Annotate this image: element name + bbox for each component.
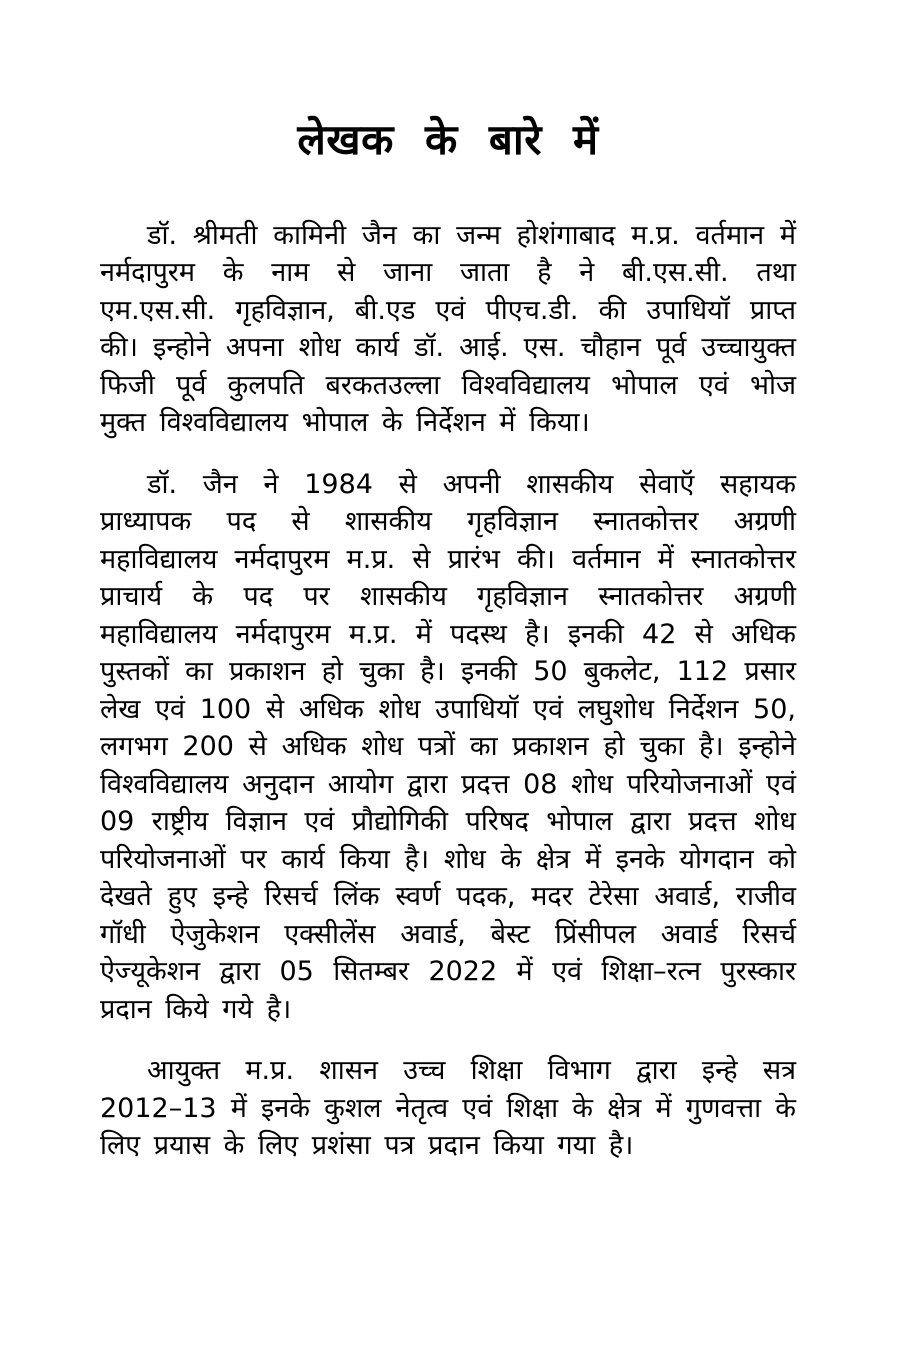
paragraph-career-achievements: डॉ. जैन ने 1984 से अपनी शासकीय सेवाऍ सहायक प्राध्यापक पद से शासकीय गृहविज्ञान स्नातकोत्तर अग्रणी महाविद्यालय नर्मदापुरम म.प्र. से प्रारंभ की। वर्तमान में स्नातकोत्तर प्राचार्य के पद पर शासकीय गृहविज्ञान स्नातकोत्तर अग्रणी महाविद्यालय नर्मदापुरम म.प्र. में पदस्थ है। इनकी 42 से अधिक पुस्तकों का प्रकाशन हो चुका है। इनकी 50 बुकलेट, 112 प्रसार लेख एवं 100 से अधिक शोध उपाधियॉ एवं लघुशोध निर्देशन 50, लगभग 200 से अधिक शोध पत्रों का प्रकाशन हो चुका है। इन्होने विश्वविद्यालय अनुदान आयोग द्वारा प्रदत्त 08 शोध परियोजनाओं एवं 09 राष्ट्रीय विज्ञान एवं प्रौद्योगिकी परिषद भोपाल द्वारा प्रदत्त शोध परियोजनाओं पर कार्य किया है। शोध के क्षेत्र में इनके योगदान को देखते हुए इन्हे रिसर्च लिंक स्वर्ण पदक, मदर टेरेसा अवार्ड, राजीव गॉधी ऐजुकेशन एक्सीलेंस अवार्ड, बेस्ट प्रिंसीपल अवार्ड रिसर्च ऐज्यूकेशन द्वारा 05 सितम्बर 2022 में एवं शिक्षा–रत्न पुरस्कार प्रदान किये गये है। [100,468,796,1025]
document-body [100,217,796,1165]
paragraph-commendation: आयुक्त म.प्र. शासन उच्च शिक्षा विभाग द्वारा इन्हे सत्र 2012–13 में इनके कुशल नेतृत्व एवं शिक्षा के क्षेत्र में गुणवत्ता के लिए प्रयास के लिए प्रशंसा पत्र प्रदान किया गया है। [100,1055,796,1162]
page-title: लेखक के बारे में [297,115,599,164]
paragraph-author-intro: डॉ. श्रीमती कामिनी जैन का जन्म होशंगाबाद म.प्र. वर्तमान में नर्मदापुरम के नाम से जाना जाता है ने बी.एस.सी. तथा एम.एस.सी. गृहविज्ञान, बी.एड एवं पीएच.डी. की उपाधियॉ प्राप्त की। इन्होने अपना शोध कार्य डॉ. आई. एस. चौहान पूर्व उच्चायुक्त फिजी पूर्व कुलपति बरकतउल्ला विश्वविद्यालय भोपाल एवं भोज मुक्त विश्वविद्यालय भोपाल के निर्देशन में किया। [100,219,796,439]
